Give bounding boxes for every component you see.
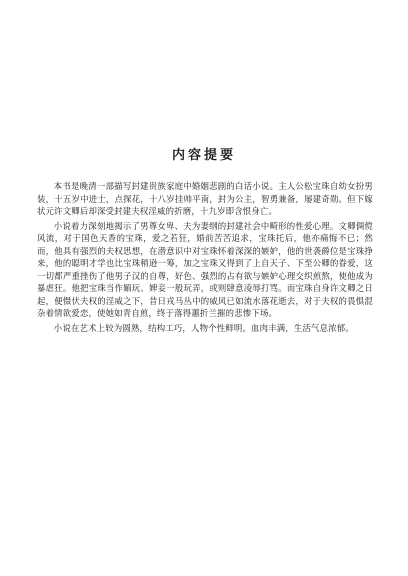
summary-paragraph-1: 本书是晚清一部描写封建贵族家庭中婚姻悲剧的白话小说。主人公松宝珠自幼女扮男装，十五岁中进士，点探花，十八岁挂帅平南，封为公主，智勇兼备，屡建奇勋。但下嫁状元许文卿后却深受封建夫权淫威的折磨，十九岁即含恨身亡。 (37, 181, 373, 216)
page-title: 内容提要 (171, 148, 236, 163)
summary-body (37, 180, 373, 336)
summary-paragraph-2: 小说着力深刻地揭示了男尊女卑、夫为妻纲的封建社会中畸形的性爱心理。文卿倜傥风流，对于国色天香的宝珠，爱之若狂，婚前苦苦追求，宝珠托后，他亦痛悔不已；然而，他具有强烈的夫权思想，在潜意识中对宝珠怀着深深的嫉妒，他的世袭爵位是宝珠挣来，他的聪明才学也比宝珠稍逊一筹，加之宝珠又得到了上自天子、下至公卿的眷爱，这一切都严重挫伤了他男子汉的自尊，好色、强烈的占有欲与嫉妒心理交织煎熬，使他成为暴虐狂。他把宝珠当作媚玩、婢妾一般玩弄，或则肆意凌辱打骂。而宝珠自身许文卿之日起，便慑伏夫权的淫威之下，昔日戎马丛中的威风已如流水落花逝去，对于夫权的畏惧混杂着情欲爱恋，使她如青自煎，终于落得蕙折兰摧的悲惨下场。 (37, 220, 373, 318)
summary-paragraph-3: 小说在艺术上较为圆熟，结构工巧，人物个性鲜明，血肉丰满，生活气息浓郁。 (53, 322, 354, 333)
